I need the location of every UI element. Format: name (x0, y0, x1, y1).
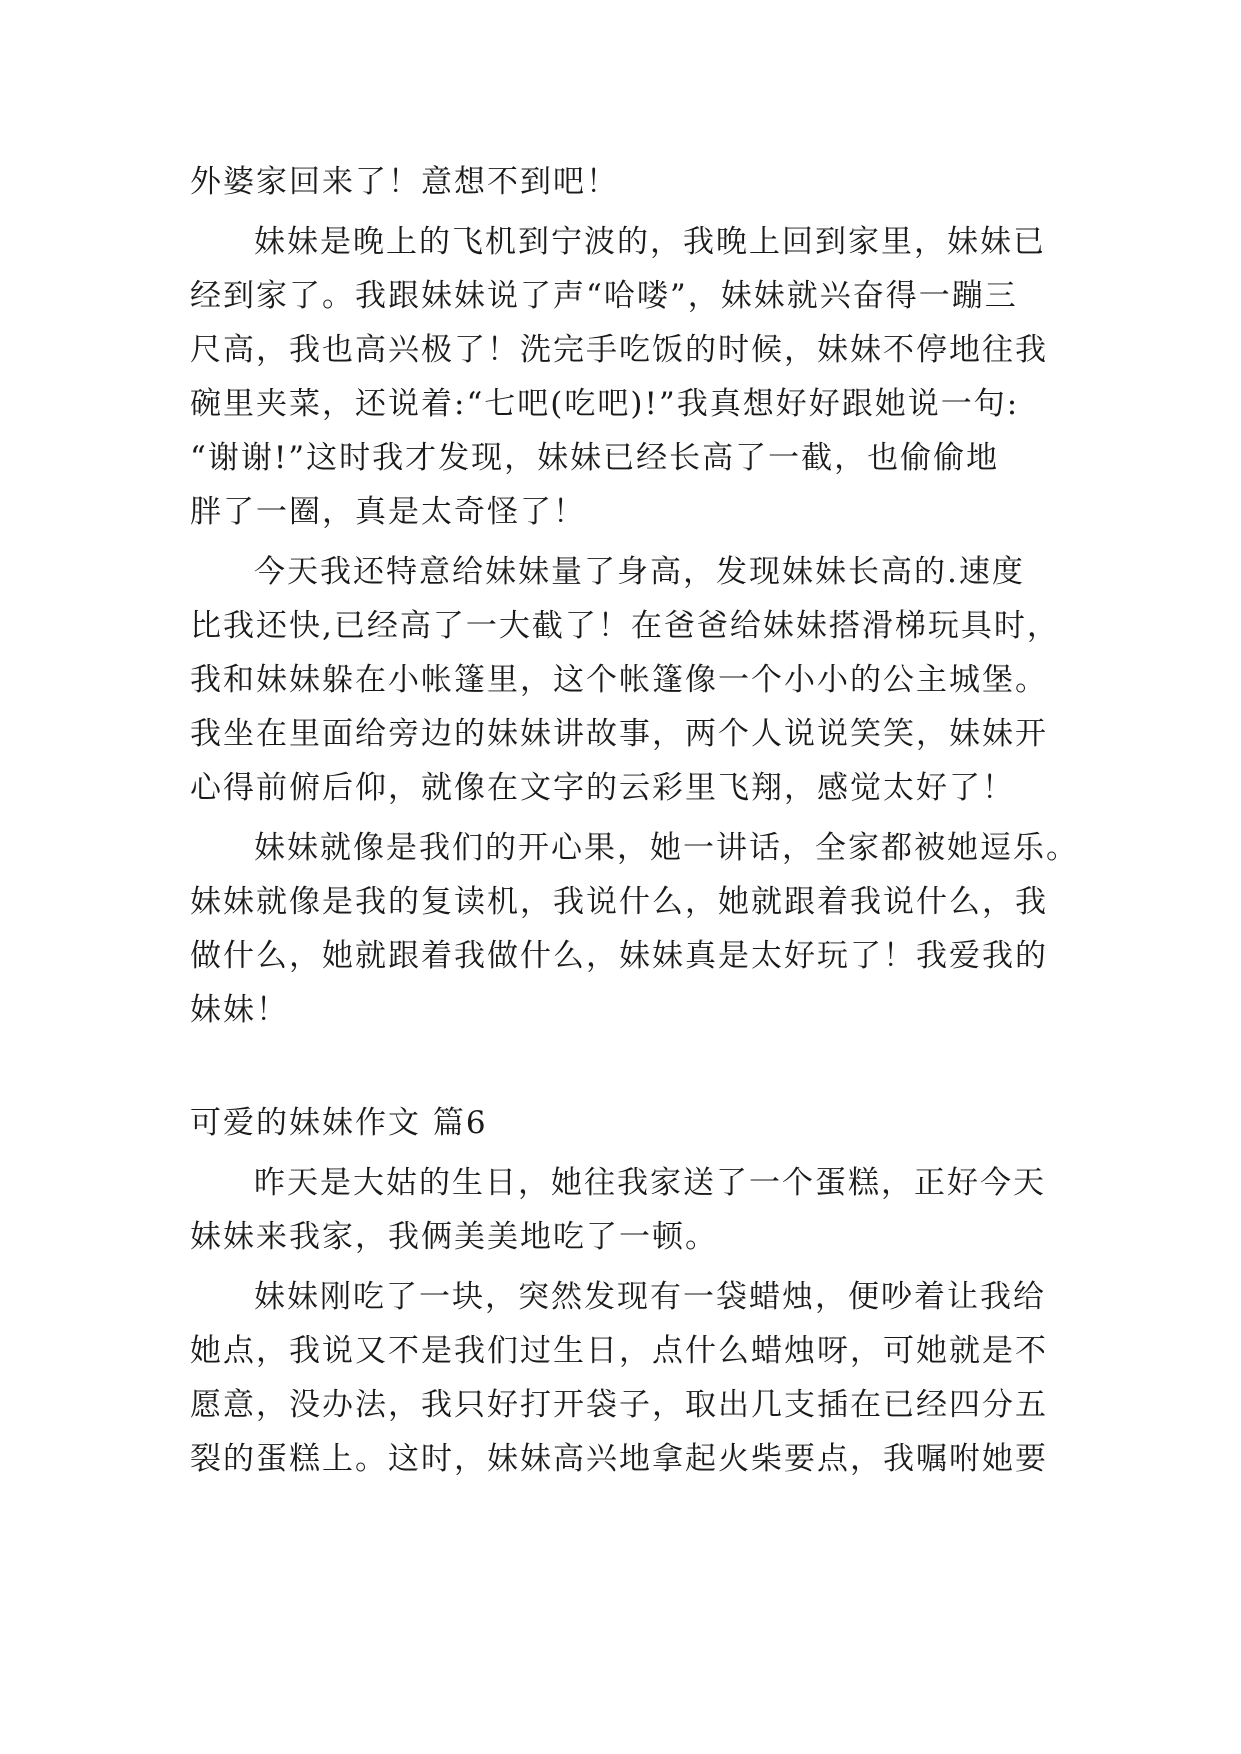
text-line: 做什么，她就跟着我做什么，妹妹真是太好玩了！我爱我的 (190, 938, 1048, 974)
paragraph-start: 今天我还特意给妹妹量了身高，发现妹妹长高的.速度 (254, 554, 1025, 590)
text-line: 裂的蛋糕上。这时，妹妹高兴地拿起火柴要点，我嘱咐她要 (190, 1441, 1048, 1477)
section-heading: 可爱的妹妹作文 篇6 (190, 1105, 488, 1141)
text-line: 经到家了。我跟妹妹说了声“哈喽”，妹妹就兴奋得一蹦三 (190, 278, 1018, 314)
text-line: “谢谢!”这时我才发现，妹妹已经长高了一截，也偷偷地 (190, 440, 1000, 476)
paragraph-start: 妹妹是晚上的飞机到宁波的，我晚上回到家里，妹妹已 (254, 224, 1046, 260)
text-line: 心得前俯后仰，就像在文字的云彩里飞翔，感觉太好了！ (190, 770, 1015, 806)
text-line: 碗里夹菜，还说着:“七吧(吃吧)!”我真想好好跟她说一句: (190, 386, 1020, 422)
text-line: 我坐在里面给旁边的妹妹讲故事，两个人说说笑笑，妹妹开 (190, 716, 1048, 752)
text-line: 外婆家回来了！意想不到吧！ (190, 164, 619, 200)
text-line: 愿意，没办法，我只好打开袋子，取出几支插在已经四分五 (190, 1387, 1048, 1423)
text-line: 胖了一圈，真是太奇怪了！ (190, 494, 586, 530)
paragraph-start: 妹妹刚吃了一块，突然发现有一袋蜡烛，便吵着让我给 (254, 1279, 1046, 1315)
text-line: 我和妹妹躲在小帐篷里，这个帐篷像一个小小的公主城堡。 (190, 662, 1048, 698)
text-line: 妹妹就像是我的复读机，我说什么，她就跟着我说什么，我 (190, 884, 1048, 920)
text-line: 妹妹来我家，我俩美美地吃了一顿。 (190, 1219, 718, 1255)
paragraph-start: 昨天是大姑的生日，她往我家送了一个蛋糕，正好今天 (254, 1165, 1046, 1201)
text-line: 她点，我说又不是我们过生日，点什么蜡烛呀，可她就是不 (190, 1333, 1048, 1369)
text-line: 尺高，我也高兴极了！洗完手吃饭的时候，妹妹不停地往我 (190, 332, 1048, 368)
paragraph-start: 妹妹就像是我们的开心果，她一讲话，全家都被她逗乐。 (254, 830, 1079, 866)
text-line: 比我还快,已经高了一大截了！在爸爸给妹妹搭滑梯玩具时， (190, 608, 1060, 644)
text-line: 妹妹！ (190, 992, 289, 1028)
